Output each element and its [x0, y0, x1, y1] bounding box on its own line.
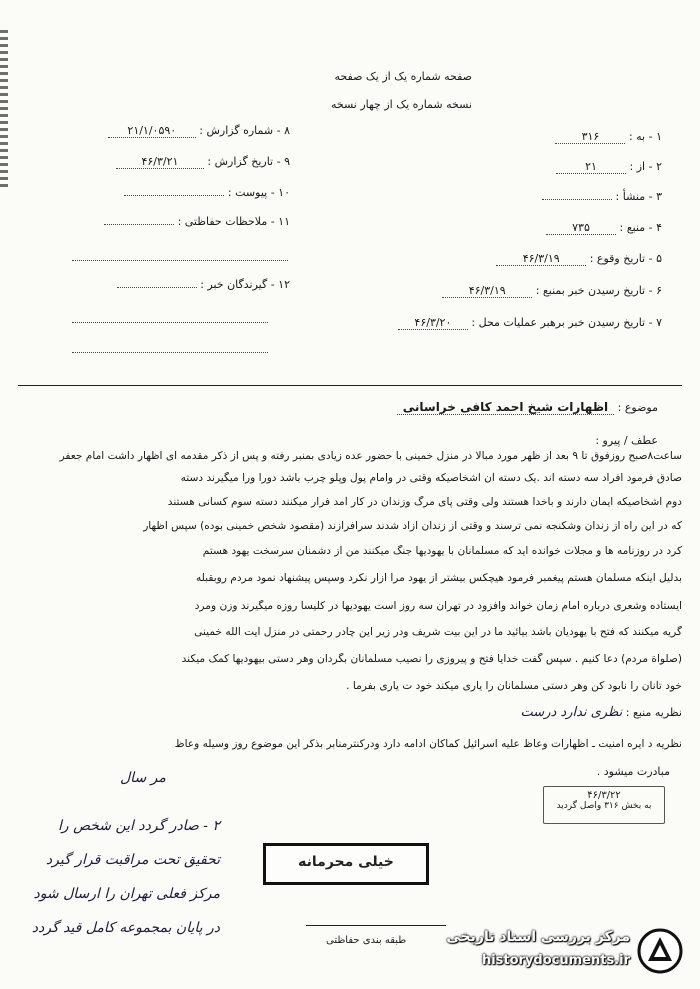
field-from [362, 160, 662, 174]
receipt-stamp-date: ۴۶/۳/۲۲ [587, 790, 621, 801]
handwritten-signature: مر سال [120, 770, 166, 786]
field-security-notes [70, 215, 290, 228]
watermark-title: مرکز بررسی اسناد تاریخی [446, 929, 630, 945]
handwritten-note-line: مرکز فعلی تهران را ارسال شود [33, 886, 220, 902]
field-value [104, 224, 174, 225]
field-event-date [362, 252, 662, 266]
blank-line [72, 352, 268, 353]
source-opinion-label: نظریه منبع : [625, 706, 682, 719]
field-label: ۵ - تاریخ وقوع : [589, 252, 662, 265]
field-attachment [70, 186, 290, 199]
subject-value: اظهارات شیخ احمد کافی خراسانی [397, 400, 614, 415]
copy-number-line: نسخه شماره یک از چهار نسخه [330, 98, 472, 111]
field-value: ۲۱ [556, 160, 626, 174]
handwritten-note-line: ۲ - صادر گردد این شخص را [58, 818, 220, 834]
field-label: ۳ - منشأ : [615, 190, 662, 203]
field-value: ۴۶/۳/۲۰ [398, 316, 468, 330]
body-line: ساعت۸صبح روزفوق تا ۹ بعد از ظهر مورد مبالا در منزل خمینی با حضور عده زیادی بمنبر رفته و پس از ذکر مقدمه ای اظهار داشت امام جعفر [59, 450, 682, 462]
field-value: ۷۳۵ [546, 221, 616, 235]
field-recipients [70, 278, 290, 291]
body-line: که در این راه از زندان وشکنجه نمی ترسند و وقتی از زندان آزاد شدند سرافرازند (مقصود شخص خمینی بوده) سپس اظهار [143, 520, 682, 532]
source-opinion-handwritten: نظری ندارد درست [520, 705, 623, 720]
source-opinion-row [521, 705, 682, 720]
watermark-logo-icon [636, 927, 684, 975]
scan-binding-edge [0, 30, 8, 190]
watermark-url: historydocuments.ir [481, 953, 630, 968]
section-divider [18, 385, 682, 386]
field-value: ۳۱۶ [555, 130, 625, 144]
field-value: ۴۶/۳/۲۱ [116, 155, 204, 169]
receipt-stamp-text: به بخش ۳۱۶ واصل گردید [556, 801, 652, 811]
body-line: صادق فرمود افراد سه دسته اند .یک دسته آن اشخاصیکه وقتی در وامام پول وپلو چرب باشد دورا ورا میگیرند دسته [180, 472, 682, 484]
body-line: بدلیل اینکه مسلمان هستم پیغمبر فرمود هیچکس بیشتر از یهود مرا آزار نکرد وسپس پیشنهاد نمود مردم روبقبله [195, 572, 682, 584]
subject-label: موضوع : [617, 401, 658, 414]
body-line: کرد در روزنامه ها و مجلات خوانده اید که مسلمانان با یهودیها جنگ میکنند من از دشمنان سرسخت یهود هستم [202, 545, 682, 557]
subject-row [258, 400, 658, 414]
field-to [362, 130, 662, 144]
handwritten-note-line: تحقیق تحت مراقبت قرار گیرد [45, 852, 220, 868]
field-value: ۴۶/۳/۱۹ [496, 252, 586, 266]
field-report-number [70, 124, 290, 138]
field-label: ۱۲ - گیرندگان خبر : [200, 278, 290, 291]
field-label: ۱ - به : [628, 130, 662, 143]
field-label: ۱۱ - ملاحظات حفاظتی : [177, 215, 290, 228]
field-label: ۷ - تاریخ رسیدن خبر برهبر عملیات محل : [471, 316, 662, 329]
field-value: ۲۱/۱/۰۵۹۰ [108, 124, 196, 138]
field-label: ۲ - از : [629, 160, 662, 173]
classification-stamp [263, 843, 429, 885]
field-leader-received-date [332, 316, 662, 330]
field-source [362, 221, 662, 235]
classification-rule [306, 925, 446, 926]
field-report-date [70, 155, 290, 169]
field-value: ۴۶/۳/۱۹ [442, 284, 532, 298]
field-source-received-date [332, 284, 662, 298]
third-party-opinion-line1: نظریه د ایره امنیت ـ اظهارات وعاظ علیه اسرائیل کماکان ادامه دارد ودرکنترمنابر بذکر این موضوع روز وسیله وعاظ [174, 738, 682, 750]
body-line: خود تآنان را نابود کن وهر دستی مسلمانان را یاری میکند خود ت یاری بفرما . [346, 680, 682, 692]
classification-stamp-text: خیلی محرمانه [298, 854, 394, 870]
field-value [117, 287, 197, 288]
field-origin [362, 190, 662, 203]
body-line: گریه میکنند که فتح با یهودیان باشد بیائید ما در این بیت شریف ودر زیر این چادر رحمتی در منزل آیت الله خمینی [194, 626, 682, 638]
handwritten-note-line: در پایان بمجموعه کامل قید گردد [31, 920, 220, 936]
body-line: (صلواة مردم) دعا کنیم . سپس گفت خدایا فتح و پیروزی را نصیب مسلمانان بگردان وهر دستی بیهودیها کمک میکند [181, 653, 682, 665]
reference-label: عطف / پیرو : [595, 434, 658, 447]
blank-line [72, 322, 268, 323]
field-value [542, 199, 612, 200]
field-label: ۹ - تاریخ گزارش : [207, 155, 290, 168]
field-label: ۸ - شماره گزارش : [199, 124, 290, 137]
receipt-stamp [543, 786, 665, 824]
classification-label: طبقه بندی حفاظتی [326, 935, 407, 946]
body-line: دوم اشخاصیکه ایمان دارند و باخدا هستند ولی وقتی پای مرگ وزندان در کار آمد فرار میکنند دسته سوم کسانی هستند [167, 496, 682, 508]
field-label: ۶ - تاریخ رسیدن خبر بمنبع : [535, 284, 662, 297]
field-label: ۱۰ - پیوست : [227, 186, 290, 199]
blank-line [72, 260, 288, 261]
field-value [124, 195, 224, 196]
body-line: ایستاده وشعری درباره امام زمان خواند وافزود در تهران سه روز است یهودیها در کلیسا روزه میگیرند وزن ومرد [194, 600, 682, 612]
third-party-opinion-line2: مبادرت میشود . [596, 765, 670, 778]
field-label: ۴ - منبع : [619, 221, 662, 234]
watermark [428, 924, 688, 978]
page-number-line: صفحه شماره یک از یک صفحه [334, 70, 472, 83]
